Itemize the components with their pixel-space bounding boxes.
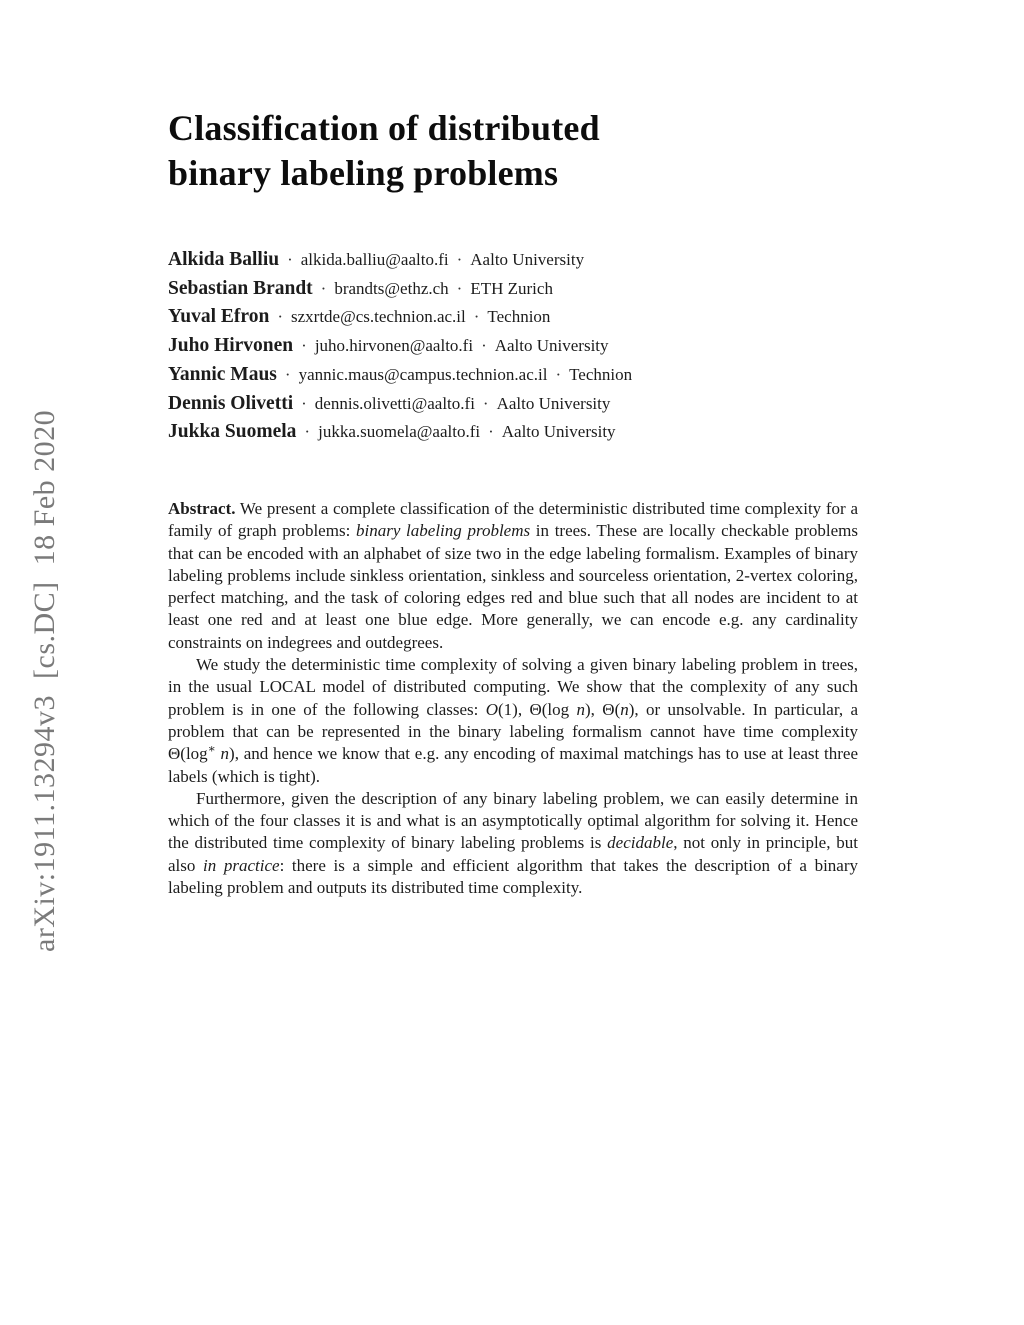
author-name: Alkida Balliu	[168, 249, 280, 270]
author-row	[168, 390, 632, 419]
separator-dot-icon: ·	[482, 393, 489, 413]
text-run: n	[220, 744, 230, 764]
author-email: brandts@ethz.ch	[334, 278, 449, 298]
text-run: ), or unsolvable. In particular, a problem that can be represented in the binary labeling formalism cannot have time complexity Θ(log	[168, 699, 858, 764]
text-run: We present a complete classification of the deterministic distributed time complexity for a family of graph problems:	[168, 499, 858, 541]
author-affiliation: ETH Zurich	[470, 278, 553, 298]
author-row	[168, 361, 632, 390]
text-run: n	[576, 699, 585, 719]
abstract-label: Abstract.	[168, 499, 236, 518]
author-name: Juho Hirvonen	[168, 335, 294, 357]
author-name: Sebastian Brandt	[168, 277, 313, 299]
paper-title-line-1: Classification of distributed	[168, 108, 600, 148]
text-run: ), and hence we know that e.g. any encoding of maximal matchings has to use at least three labels (which is tight).	[168, 744, 858, 786]
author-name: Jukka Suomela	[168, 421, 297, 443]
separator-dot-icon: ·	[456, 278, 463, 298]
text-run: ∗	[207, 741, 216, 756]
separator-dot-icon: ·	[287, 250, 293, 269]
author-name: Dennis Olivetti	[168, 392, 294, 414]
text-run: (1), Θ(log	[498, 699, 577, 719]
separator-dot-icon: ·	[284, 364, 291, 384]
author-row	[168, 332, 632, 361]
author-row	[168, 275, 632, 304]
arxiv-identifier-watermark: arXiv:1911.13294v3 [cs.DC] 18 Feb 2020	[28, 409, 61, 952]
paper-title	[168, 106, 600, 196]
separator-dot-icon: ·	[481, 336, 487, 356]
author-name: Yuval Efron	[168, 306, 270, 328]
separator-dot-icon: ·	[488, 422, 494, 442]
separator-dot-icon: ·	[301, 393, 307, 413]
author-email: juho.hirvonen@aalto.fi	[314, 336, 474, 356]
abstract-paragraph	[168, 788, 858, 899]
text-run: in trees. These are locally checkable problems that can be encoded with an alphabet of size two in the edge labeling formalism. Examples of binary labeling problems include sinkless orientation, sinkless and sourceless orientation, 2-vertex coloring, perfect matching, and the task of coloring edges red and blue such that all nodes are incident to at least one red and at least one blue edge. More generally, we can encode e.g. any cardinality constraints on indegrees and outdegrees.	[168, 521, 858, 652]
separator-dot-icon: ·	[320, 278, 327, 298]
author-row	[168, 246, 632, 275]
separator-dot-icon: ·	[456, 250, 463, 269]
text-run: n	[620, 699, 629, 719]
text-run: in practice	[203, 855, 280, 875]
author-email: yannic.maus@campus.technion.ac.il	[298, 364, 548, 384]
abstract-paragraph	[168, 498, 858, 654]
separator-dot-icon: ·	[473, 307, 480, 327]
separator-dot-icon: ·	[301, 336, 307, 356]
author-name: Yannic Maus	[168, 363, 277, 385]
text-run: We study the deterministic time complexity of solving a given binary labeling problem in trees, in the usual LOCAL model of distributed computing. We show that the complexity of any such problem is in one of the following classes:	[168, 655, 858, 719]
author-affiliation: Aalto University	[501, 422, 616, 442]
text-run: : there is a simple and efficient algorithm that takes the description of a binary labeling problem and outputs its distributed time complexity.	[168, 855, 858, 898]
author-email: alkida.balliu@aalto.fi	[300, 250, 449, 269]
text-run: ), Θ(	[585, 699, 621, 719]
author-email: jukka.suomela@aalto.fi	[318, 422, 481, 442]
text-run: O	[485, 699, 499, 719]
paper-title-line-2: binary labeling problems	[168, 153, 559, 193]
author-email: szxrtde@cs.technion.ac.il	[291, 307, 466, 327]
author-affiliation: Technion	[569, 364, 633, 384]
author-email: dennis.olivetti@aalto.fi	[314, 393, 475, 413]
separator-dot-icon: ·	[555, 364, 562, 384]
text-run: Furthermore, given the description of any binary labeling problem, we can easily determine in which of the four classes it is and what is an asymptotically optimal algorithm for solving it. Hence the distributed time complexity of binary labeling problems is	[168, 788, 858, 853]
author-row	[168, 303, 632, 332]
separator-dot-icon: ·	[304, 422, 311, 442]
author-list	[168, 246, 632, 447]
author-affiliation: Aalto University	[470, 250, 585, 269]
author-affiliation: Aalto University	[494, 336, 609, 356]
separator-dot-icon: ·	[277, 307, 283, 327]
author-affiliation: Aalto University	[496, 393, 611, 413]
text-run: , not only in principle, but also	[168, 833, 858, 875]
text-run: binary labeling problems	[355, 521, 531, 541]
author-affiliation: Technion	[487, 307, 551, 327]
text-run: decidable	[607, 833, 674, 853]
author-row	[168, 418, 632, 447]
abstract-paragraph	[168, 654, 858, 788]
abstract	[168, 498, 858, 899]
